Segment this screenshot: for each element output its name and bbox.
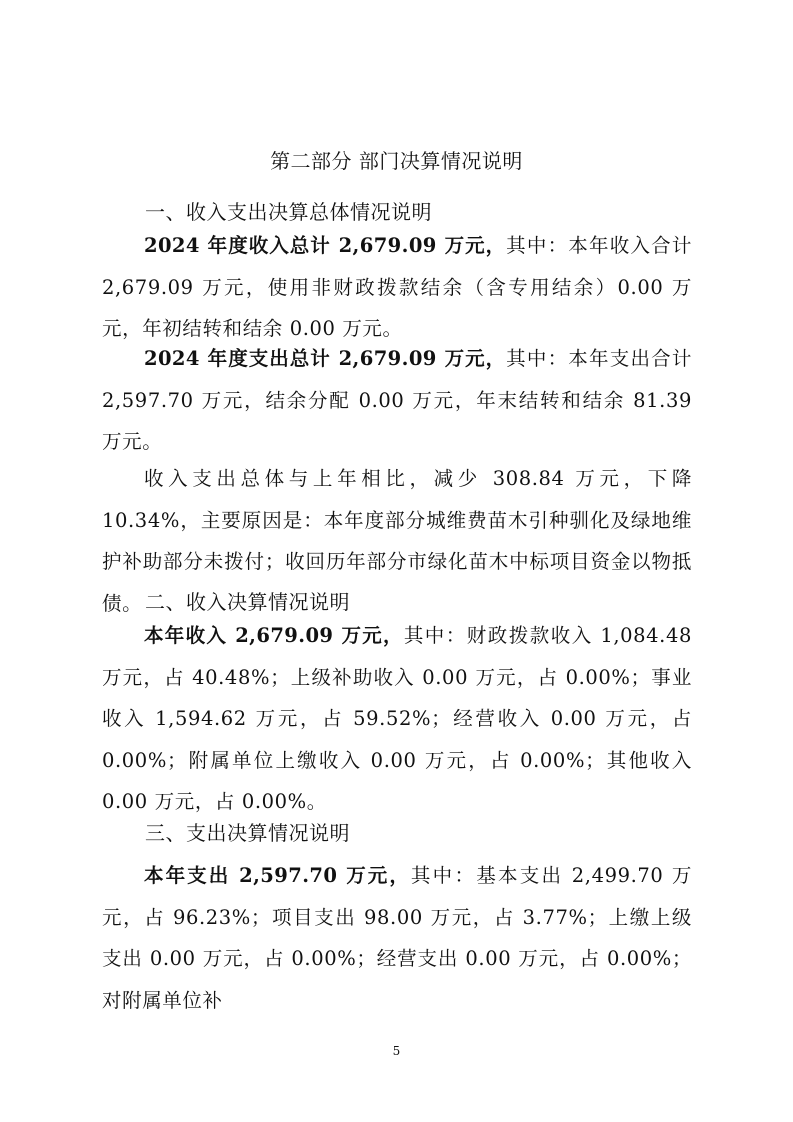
paragraph-bold-lead: 2024 年度支出总计 2,679.09 万元， [144,347,507,370]
page-number: 5 [392,1044,401,1058]
paragraph-text: 其中：财政拨款收入 1,084.48 万元，占 40.48%；上级补助收入 0.00 万元，占 0.00%；事业收入 1,594.62 万元，占 59.52%；经营收入 0.00 万元，占 0.00%；附属单位上缴收入 0.00 万元，占 0.00%；其他收入 0.00 万元，占 0.00%。 [102,624,692,813]
paragraph-text: 其中：基本支出 2,499.70 万元，占 96.23%；项目支出 98.00 万元，占 3.77%；上缴上级支出 0.00 万元，占 0.00%；经营支出 0.00 万元，占 0.00%；对附属单位补 [102,864,692,1012]
paragraph-expense-detail [102,855,692,1021]
paragraph-bold-lead: 本年支出 2,597.70 万元， [144,864,411,887]
section-heading-income: 二、收入决算情况说明 [145,590,350,614]
paragraph-income-total [102,225,692,350]
paragraph-expense-total [102,338,692,463]
paragraph-text: 其中：本年收入合计 2,679.09 万元，使用非财政拨款结余（含专用结余）0.00 万元，年初结转和结余 0.00 万元。 [102,234,693,340]
page-title: 第二部分 部门决算情况说明 [270,149,523,173]
section-heading-overview: 一、收入支出决算总体情况说明 [145,200,432,224]
section-heading-expense: 三、支出决算情况说明 [145,821,350,845]
paragraph-income-detail [102,615,692,823]
paragraph-text: 收入支出总体与上年相比，减少 308.84 万元，下降 10.34%，主要原因是：本年度部分城维费苗木引种驯化及绿地维护补助部分未拨付；收回历年部分市绿化苗木中标项目资金以物抵债。 [102,467,692,615]
paragraph-bold-lead: 本年收入 2,679.09 万元， [144,624,404,647]
paragraph-bold-lead: 2024 年度收入总计 2,679.09 万元， [144,234,507,257]
paragraph-text: 其中：本年支出合计 2,597.70 万元，结余分配 0.00 万元，年末结转和结余 81.39 万元。 [102,347,693,453]
